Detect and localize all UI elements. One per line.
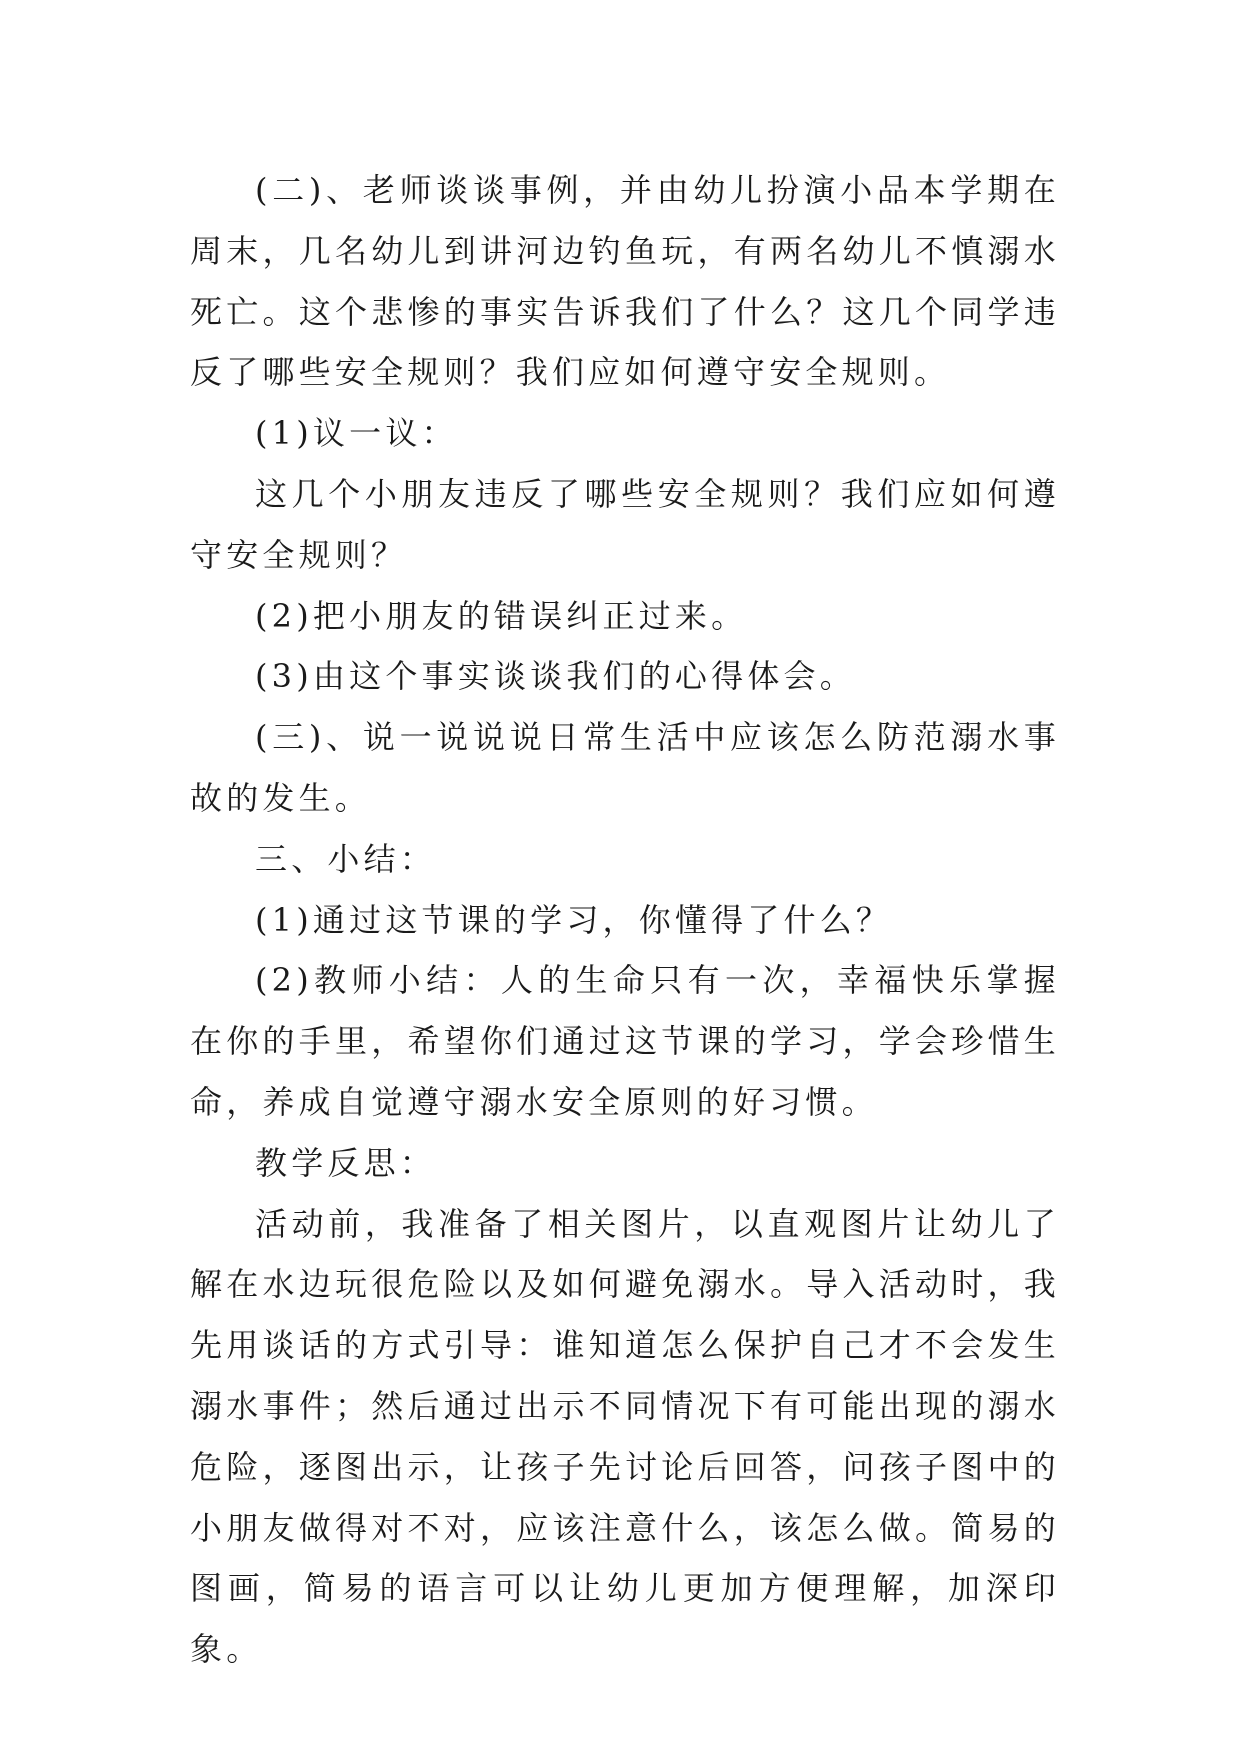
paragraph-correct-mistakes: (2)把小朋友的错误纠正过来。 — [255, 596, 748, 635]
paragraph-summary-question: (1)通过这节课的学习，你懂得了什么？ — [255, 900, 893, 939]
paragraph-discuss-heading: (1)议一议： — [255, 414, 458, 453]
paragraph-discuss-question: 这几个小朋友违反了哪些安全规则？我们应如何遵守安全规则？ — [190, 474, 1060, 574]
paragraph-prevention: (三)、说一说说说日常生活中应该怎么防范溺水事故的发生。 — [190, 718, 1060, 817]
paragraph-teaching-reflection-body: 活动前，我准备了相关图片，以直观图片让幼儿了解在水边玩很危险以及如何避免溺水。导入活动时，我先用谈话的方式引导：谁知道怎么保护自己才不会发生溺水事件；然后通过出示不同情况下有可能出现的溺水危险，逐图出示，让孩子先讨论后回答，问孩子图中的小朋友做得对不对，应该注意什么，该怎么做。简易的图画，简易的语言可以让幼儿更加方便理解，加深印象。 — [190, 1204, 1060, 1669]
paragraph-example-case: (二)、老师谈谈事例，并由幼儿扮演小品本学期在周末，几名幼儿到讲河边钓鱼玩，有两名幼儿不慎溺水死亡。这个悲惨的事实告诉我们了什么？这几个同学违反了哪些安全规则？我们应如何遵守安全规则。 — [190, 171, 1060, 392]
paragraph-teacher-summary: (2)教师小结：人的生命只有一次，幸福快乐掌握在你的手里，希望你们通过这节课的学习，学会珍惜生命，养成自觉遵守溺水安全原则的好习惯。 — [190, 961, 1060, 1121]
paragraph-reflection: (3)由这个事实谈谈我们的心得体会。 — [255, 657, 856, 696]
document-body — [190, 160, 1060, 1680]
paragraph-summary-heading: 三、小结： — [255, 839, 437, 878]
paragraph-teaching-reflection-heading: 教学反思： — [255, 1143, 437, 1182]
